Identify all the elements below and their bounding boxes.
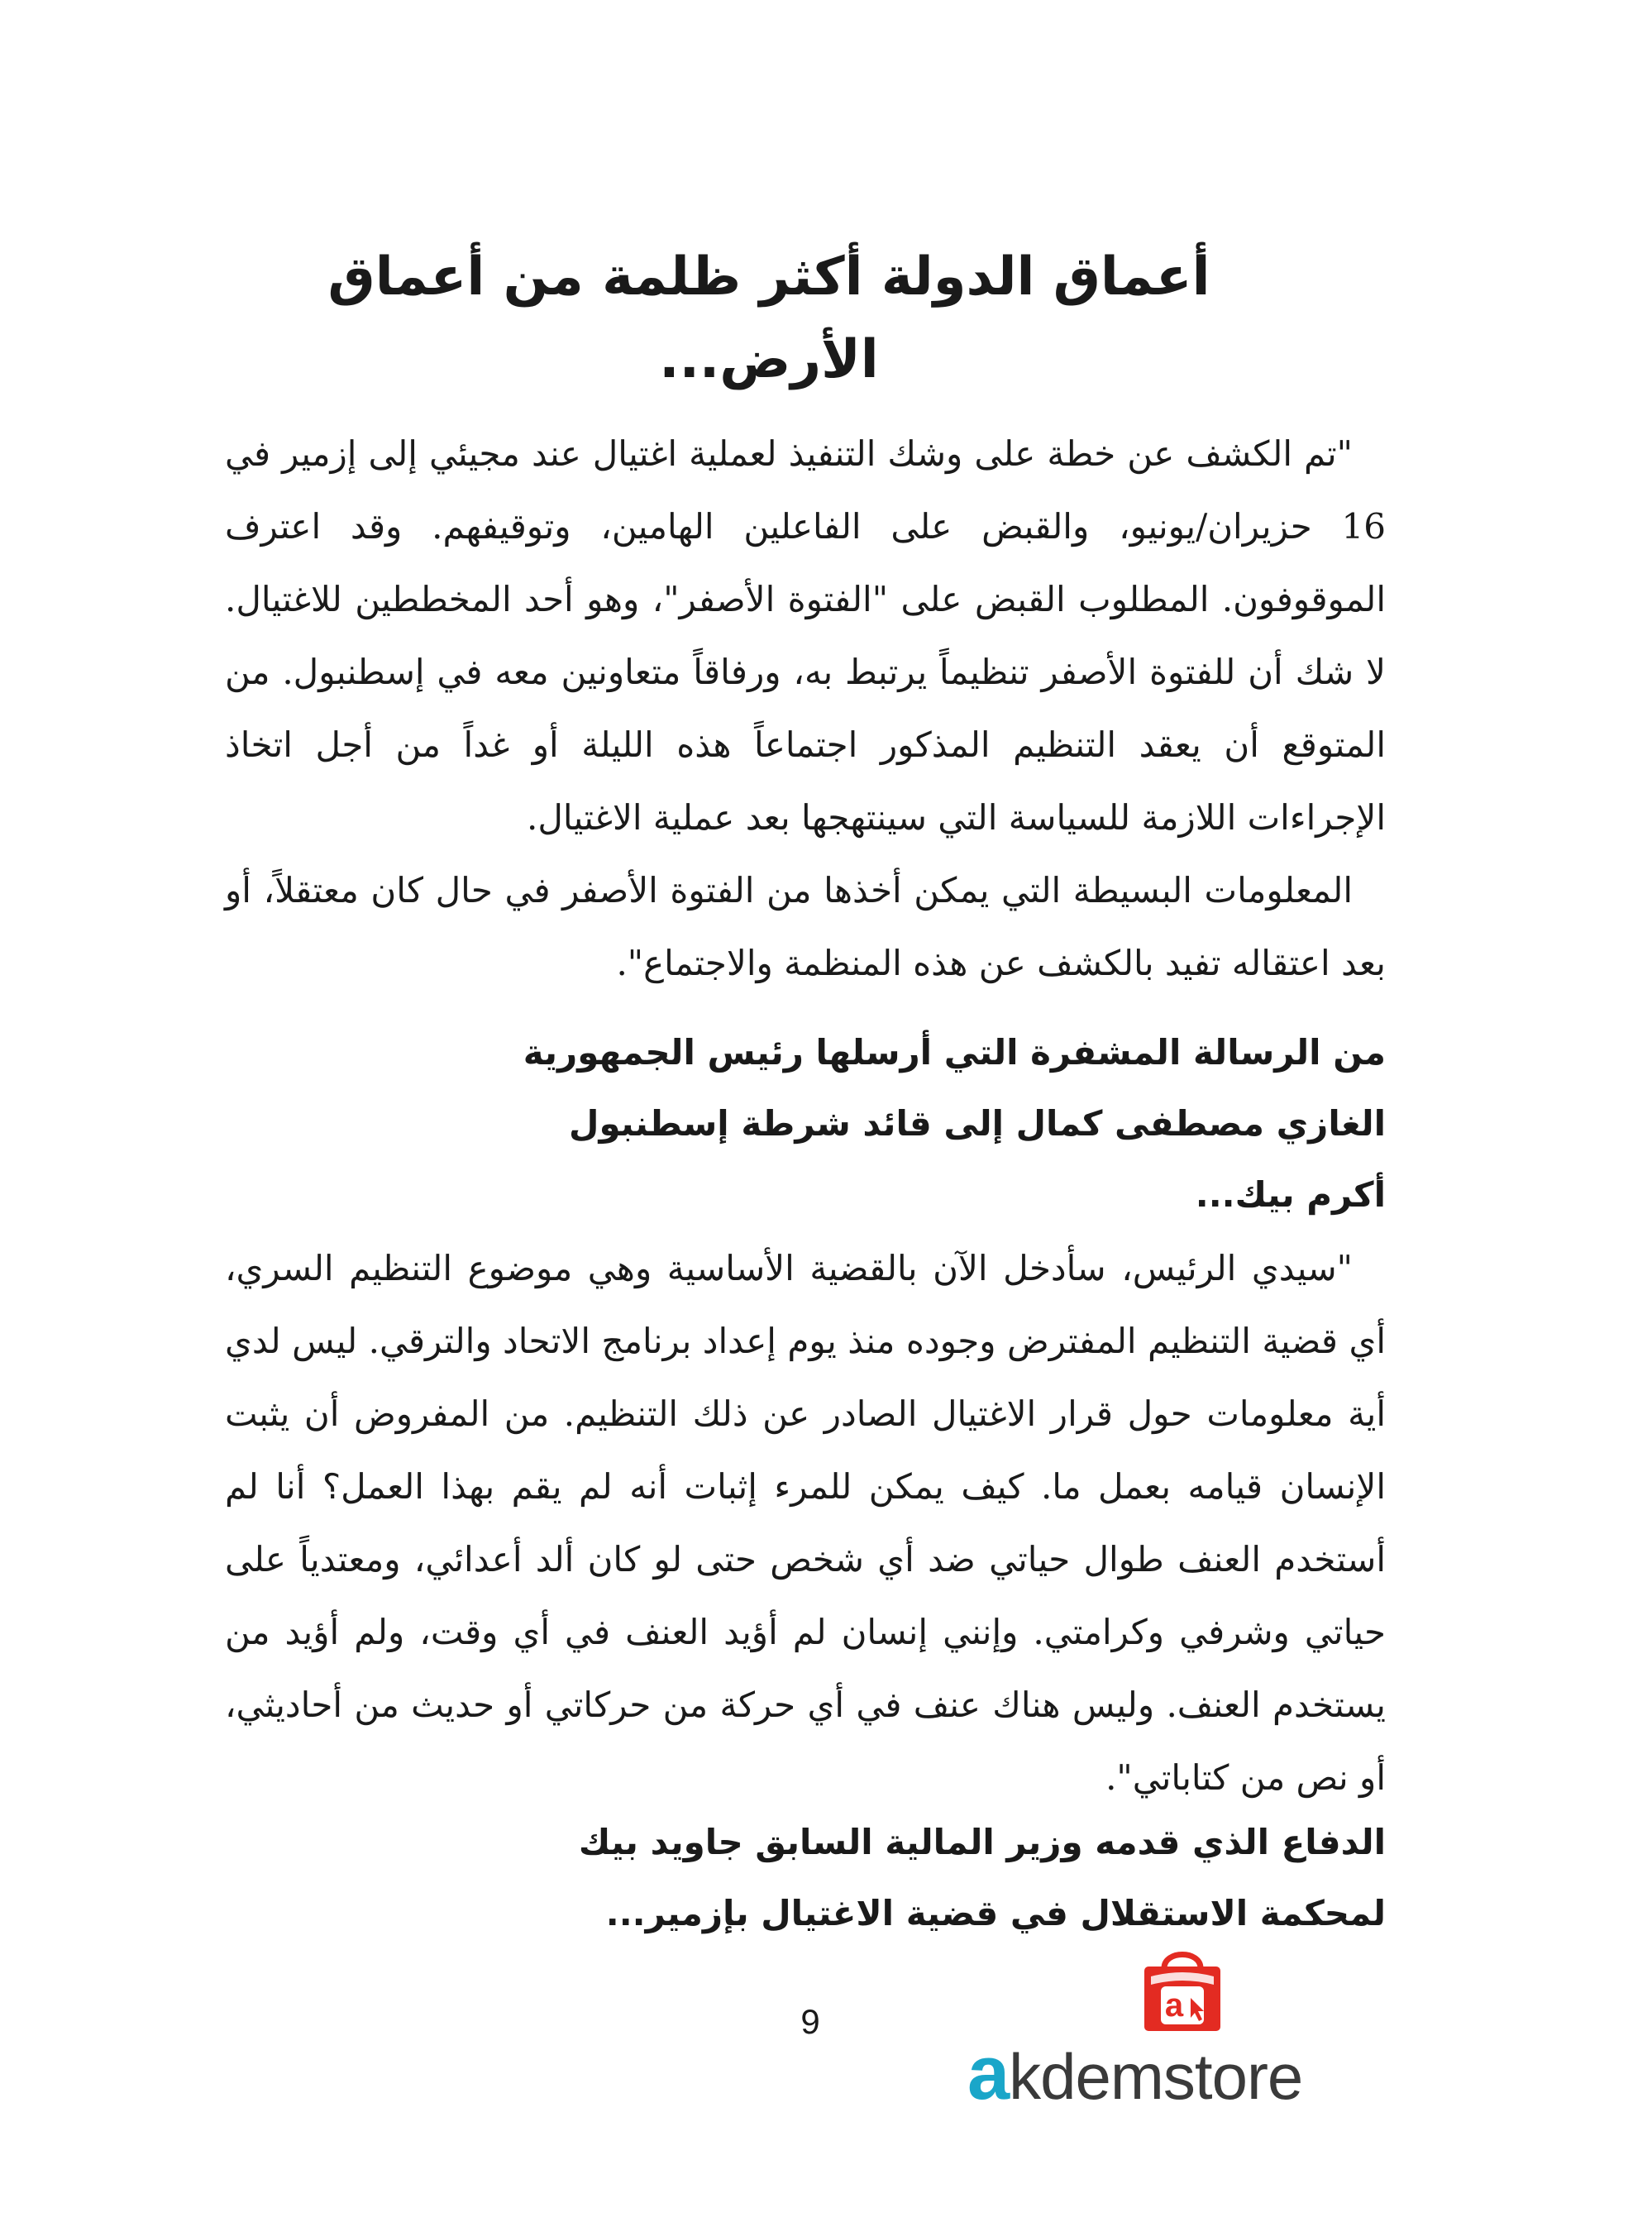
quote-telegram [225, 418, 1386, 1000]
source-line: أكرم بيك... [1195, 1174, 1386, 1215]
source-line: لمحكمة الاستقلال في قضية الاغتيال بإزمير... [605, 1893, 1386, 1933]
source-line: الغازي مصطفى كمال إلى قائد شرطة إسطنبول [569, 1103, 1386, 1144]
source-attribution [578, 1807, 1386, 1949]
logo-text-rest: kdemstore [1009, 2040, 1303, 2113]
source-line: من الرسالة المشفرة التي أرسلها رئيس الجمهورية [523, 1032, 1386, 1073]
chapter-title: أعماق الدولة أكثر ظلمة من أعماق الأرض... [327, 246, 1210, 390]
paragraph: المعلومات البسيطة التي يمكن أخذها من الفتوة الأصفر في حال كان معتقلاً، أو بعد اعتقاله تفيد بالكشف عن هذه المنظمة والاجتماع". [225, 870, 1386, 983]
paragraph: "تم الكشف عن خطة على وشك التنفيذ لعملية اغتيال عند مجيئي إلى إزمير في 16 حزيران/يونيو، والقبض على الفاعلين الهامين، وتوقيفهم. وقد اعترف الموقوفون. المطلوب القبض على "الفتوة الأصفر"، وهو أحد المخططين للاغتيال. لا شك أن للفتوة الأصفر تنظيماً يرتبط به، ورفاقاً متعاونين معه في إسطنبول. من المتوقع أن يعقد التنظيم المذكور اجتماعاً هذه الليلة أو غداً من أجل اتخاذ الإجراءات اللازمة للسياسة التي سينتهجها بعد عملية الاغتيال. [225, 433, 1386, 838]
akdemstore-logo [967, 1943, 1397, 2117]
quote-defense [225, 1232, 1386, 1814]
source-attribution [523, 1017, 1386, 1231]
paragraph: "سيدي الرئيس، سأدخل الآن بالقضية الأساسية وهي موضوع التنظيم السري، أي قضية التنظيم المفترض وجوده منذ يوم إعداد برنامج الاتحاد والترقي. ليس لدي أية معلومات حول قرار الاغتيال الصادر عن ذلك التنظيم. من المفروض أن يثبت الإنسان قيامه بعمل ما. كيف يمكن للمرء إثبات أنه لم يقم بهذا العمل؟ أنا لم أستخدم العنف طوال حياتي ضد أي شخص حتى لو كان ألد أعدائي، ومعتدياً على حياتي وشرفي وكرامتي. وإنني إنسان لم أؤيد العنف في أي وقت، ولم أؤيد من يستخدم العنف. وليس هناك عنف في أي حركة من حركاتي أو حديث من أحاديثي، أو نص من كتاباتي". [225, 1248, 1386, 1798]
logo-accent-letter: a [967, 2031, 1010, 2115]
logo-letter: a [1164, 1987, 1184, 2024]
source-line: الدفاع الذي قدمه وزير المالية السابق جاويد بيك [578, 1822, 1386, 1862]
page-number: 9 [800, 2002, 820, 2041]
logo-wordmark [967, 2031, 1397, 2115]
shopping-bag-book-icon [1133, 1943, 1232, 2034]
